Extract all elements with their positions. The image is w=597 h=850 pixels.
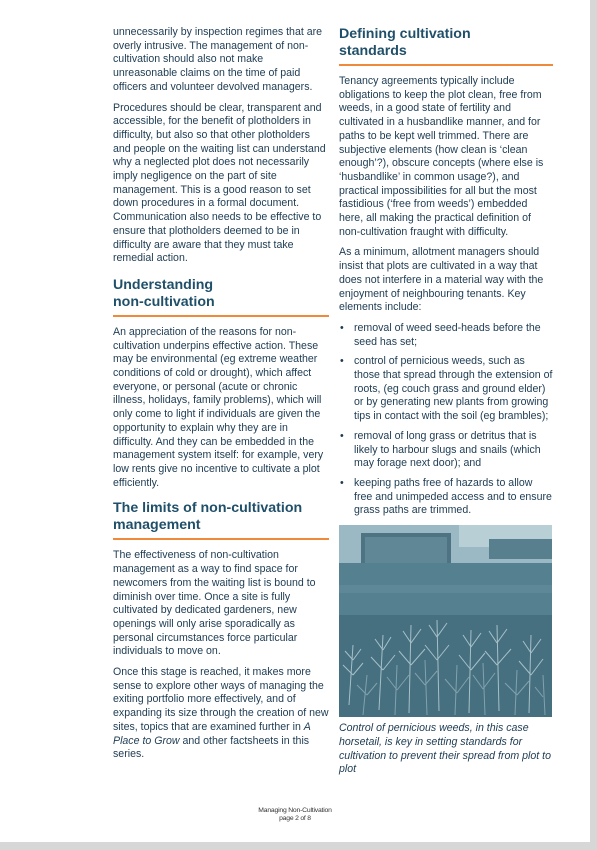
heading-rule <box>339 64 553 66</box>
page-footer <box>0 807 590 823</box>
stage-text-after: and other factsheets in this series. <box>113 734 310 761</box>
photo-illustration <box>339 525 552 717</box>
tenancy-paragraph: Tenancy agreements typically include obligations to keep the plot clean, free from weeds, in a good state of fertility and cultivated in a husbandlike manner, and for paths to be kept well trimmed. There are subjective elements (how clean is ‘clean enough’?), obscure concepts (where else is ‘husbandlike’ in common usage?), and practical impossibilities for all but the most fastidious (‘free from weeds’) embedded here, all making the practical definition of non-cultivation fraught with difficulty. <box>339 75 544 238</box>
heading-defining: Defining cultivation standards <box>339 26 471 59</box>
understanding-paragraph: An appreciation of the reasons for non-cultivation underpins effective action. These may be environmental (eg extreme weather conditions of cold or drought), which affect everyone, or personal (acute or chronic illness, holidays, family problems), which will only come to light if individuals are given the opportunity to explain why they are in difficulty. And they can be embedded in the management system itself: for example, very low rents give no incentive to cultivate a plot efficiently. <box>113 325 324 489</box>
horsetail-photo <box>339 525 552 717</box>
limits-paragraph: The effectiveness of non-cultivation management as a way to find space for newcomers from the waiting list is bound to diminish over time. Once a site is fully cultivated by dedicated gardeners, new openings will only arise sporadically as personal circumstances force particular individuals to move on. <box>113 549 316 658</box>
page-number: page 2 of 8 <box>279 815 311 822</box>
photo-caption: Control of pernicious weeds, in this case horsetail, is key in setting standards for cultivation to prevent their spread from plot to plot <box>339 722 551 776</box>
right-column <box>339 26 553 777</box>
left-column <box>113 26 329 769</box>
list-item-text: removal of weed seed-heads before the seed has set; <box>354 321 541 348</box>
footer-title: Managing Non-Cultivation <box>258 807 332 814</box>
list-item <box>339 430 553 471</box>
key-elements-list <box>339 322 553 518</box>
heading-understanding: Understanding non-cultivation <box>113 276 215 310</box>
list-item-text: keeping paths free of hazards to allow free and unimpeded access and to ensure grass paths are trimmed. <box>354 476 552 517</box>
list-item-text: removal of long grass or detritus that is likely to harbour slugs and snails (which may forage next door); and <box>354 429 541 470</box>
book-title-link: A Place to Grow <box>113 720 311 747</box>
bullet-icon: • <box>340 476 344 489</box>
heading-rule <box>113 538 329 540</box>
stage-text-before: Once this stage is reached, it makes more sense to explore other ways of managing the exiting portfolio more effectively, and of expanding its size through the creation of new sites, topics that are examined further in <box>113 666 329 733</box>
bullet-icon: • <box>340 321 344 334</box>
list-item <box>339 477 553 518</box>
minimum-paragraph: As a minimum, allotment managers should insist that plots are cultivated in a way that does not interfere in a material way with the enjoyment of neighbouring tenants. Key elements include: <box>339 246 544 314</box>
heading-limits: The limits of non-cultivation management <box>113 500 303 534</box>
list-item <box>339 322 553 349</box>
procedures-paragraph: Procedures should be clear, transparent and accessible, for the benefit of plotholders in difficulty, but also so that other plotholders and people on the waiting list can understand why a neglected plot does not necessarily imply negligence on the part of site management. This is a good reason to set down procedures in a formal document. Communication also needs to be effective to ensure that plotholders deemed to be in difficulty are aware that they must take remedial action. <box>113 101 326 265</box>
list-item <box>339 355 553 424</box>
stage-paragraph <box>113 666 329 762</box>
bullet-icon: • <box>340 429 344 442</box>
list-item-text: control of pernicious weeds, such as those that spread through the extension of roots, (eg couch grass and ground elder) or by generating new plants from growing tips in contact with the soil (eg brambles); <box>354 355 553 423</box>
intro-paragraph: unnecessarily by inspection regimes that are overly intrusive. The management of non-cultivation should also not make unreasonable claims on the time of paid officers and volunteer devolved managers. <box>113 26 323 93</box>
heading-rule <box>113 315 329 317</box>
bullet-icon: • <box>340 355 344 368</box>
